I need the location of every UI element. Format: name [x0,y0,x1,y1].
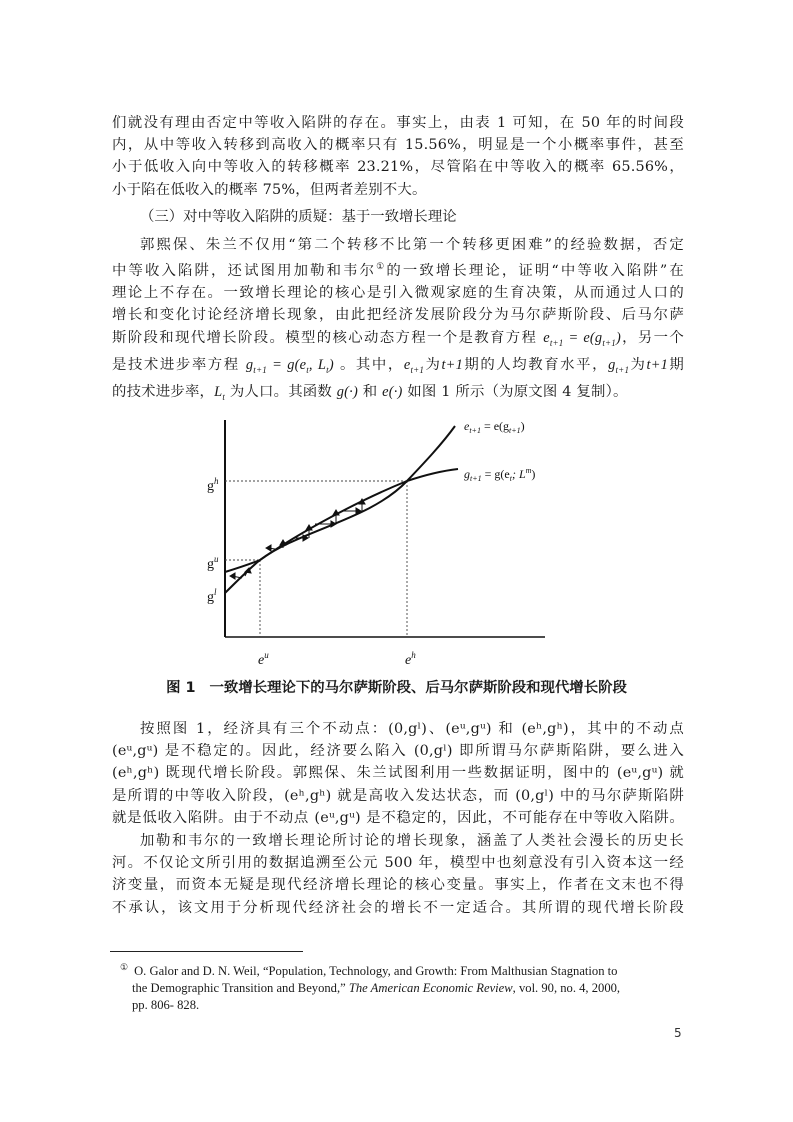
e-curve-label: $e_{t+1} = e(g_{t+1})$ [464,419,525,435]
math-e-function: e(·) [382,383,403,400]
text-span: 期 [668,356,684,373]
footnote-line: pp. 806- 828. [132,998,200,1013]
journal-name: The American Economic Review [348,981,513,996]
math-t1: t+1 [646,356,669,373]
e-curve [225,426,455,593]
text-span: 是技术进步率方程 [112,356,240,373]
text-line: 加勒和韦尔的一致增长理论所讨论的增长现象，涵盖了人类社会漫长的历史长 [140,833,684,849]
eh-label: $e^h$ [405,650,416,668]
text-line: (eᵘ,gᵘ) 是不稳定的。因此，经济要么陷入 (0,gˡ) 即所谓马尔萨斯陷阱，要么进入 [112,743,684,760]
math-e-t1: $e_{t+1}$ [403,356,425,375]
caption-text: 一致增长理论下的马尔萨斯阶段、后马尔萨斯阶段和现代增长阶段 [209,680,627,696]
text-line: 河。不仅论文所引用的数据追溯至公元 500 年，模型中也刻意没有引入资本这一经 [112,855,684,872]
g-curve-label: $g_{t+1} = g(e_t$; $L^m$) [464,466,536,483]
footnote-marker: ① [120,962,129,972]
growth-stages-chart [190,400,590,670]
footnote-divider [110,951,303,952]
math-L-t: $L_t$ [214,383,226,402]
text-line: 们就没有理由否定中等收入陷阱的存在。事实上，由表 1 可知，在 50 年的时间段 [112,115,684,131]
eu-label: $e^u$ [258,650,269,668]
text-span: 斯阶段和现代增长阶段。模型的核心动态方程一个是教育方程 [112,329,538,346]
text-line: (eʰ,gʰ) 既现代增长阶段。郭熙保、朱兰试图利用一些数据证明，图中的 (eᵘ,gᵘ) 就 [112,765,684,782]
gh-label: $g^h$ [207,476,219,494]
text-span: 中等收入陷阱，还试图用加勒和韦尔 [112,263,377,279]
text-line: 不承认，该文用于分析现代经济社会的增长不一定适合。其所谓的现代增长阶段 [112,899,684,916]
text-line: 是所谓的中等收入阶段，(eʰ,gʰ) 就是高收入发达状态，而 (0,gˡ) 中的马尔萨斯陷阱 [112,787,684,804]
gu-label: $g^u$ [207,554,219,572]
page-number: 5 [674,1026,682,1040]
caption-number: 图 1 [166,680,196,696]
text-span: ，另一个 [621,329,685,346]
text-span: 和 [362,383,378,400]
text-span: 的一致增长理论，证明“中等收入陷阱”在 [386,263,684,279]
footnote-text: the Demographic Transition and Beyond,” [132,981,349,996]
text-line: 增长和变化讨论经济增长现象，由此把经济发展阶段分为马尔萨斯阶段、后马尔萨 [112,307,684,324]
text-span: 为人口。其函数 [229,383,332,400]
paragraph-2 [112,234,684,408]
text-line: 理论上不存在。一致增长理论的核心是引入微观家庭的生育决策，从而通过人口的 [112,285,684,302]
figure-1 [190,400,590,670]
paragraph-4 [112,830,684,919]
paragraph-3 [112,718,684,829]
text-span: 为 [629,356,647,373]
text-line: 小于陷在低收入的概率 75%，但两者差别不大。 [112,181,427,198]
text-span: 为 [424,356,442,373]
text-line [112,256,684,282]
footnote-text: O. Galor and D. N. Weil, “Population, Technology, and Growth: From Malthusian Stagnation to [134,964,618,979]
text-line: 就是低收入陷阱。由于不动点 (eᵘ,gᵘ) 是不稳定的，因此，不可能存在中等收入陷阱。 [112,809,684,826]
math-g-function: g(·) [336,383,358,400]
text-line [112,354,684,381]
text-line: 按照图 1，经济具有三个不动点：(0,gˡ)、(eᵘ,gᵘ) 和 (eʰ,gʰ)，其中的不动点 [140,721,684,737]
text-span: 。其中， [339,356,404,373]
math-t1: t+1 [441,356,463,373]
section-heading: （三）对中等收入陷阱的质疑：基于一致增长理论 [140,209,457,225]
text-span: 期的人均教育水平， [462,356,609,373]
footnote-text: , vol. 90, no. 4, 2000, [512,981,621,996]
education-equation: $e_{t+1} = e(g_{t+1})$ [543,329,621,348]
footnote-reference[interactable]: ① [376,262,387,273]
text-line: 济变量，而资本无疑是现代经济增长理论的核心变量。事实上，作者在文末也不得 [112,877,684,894]
figure-caption [0,676,793,697]
text-line: 小于低收入向中等收入的转移概率 23.21%，尽管陷在中等收入的概率 65.56%， [112,159,684,176]
footnote-line [120,980,690,997]
text-line: 内，从中等收入转移到高收入的概率只有 15.56%，明显是一个小概率事件，甚至 [112,137,684,154]
technology-equation: $g_{t+1} = g(e_t$, $L_t$) [245,356,334,375]
text-line: 郭熙保、朱兰不仅用“第二个转移不比第一个转移更困难”的经验数据，否定 [140,237,684,253]
text-span: 如图 1 所示（为原文图 4 复制）。 [407,383,628,400]
paragraph-1 [112,112,684,201]
gl-label: $g^l$ [207,587,217,605]
footnote [120,959,690,1014]
math-g-t1: $g_{t+1}$ [608,356,630,375]
text-line [112,327,684,354]
text-span: 的技术进步率， [112,383,215,400]
